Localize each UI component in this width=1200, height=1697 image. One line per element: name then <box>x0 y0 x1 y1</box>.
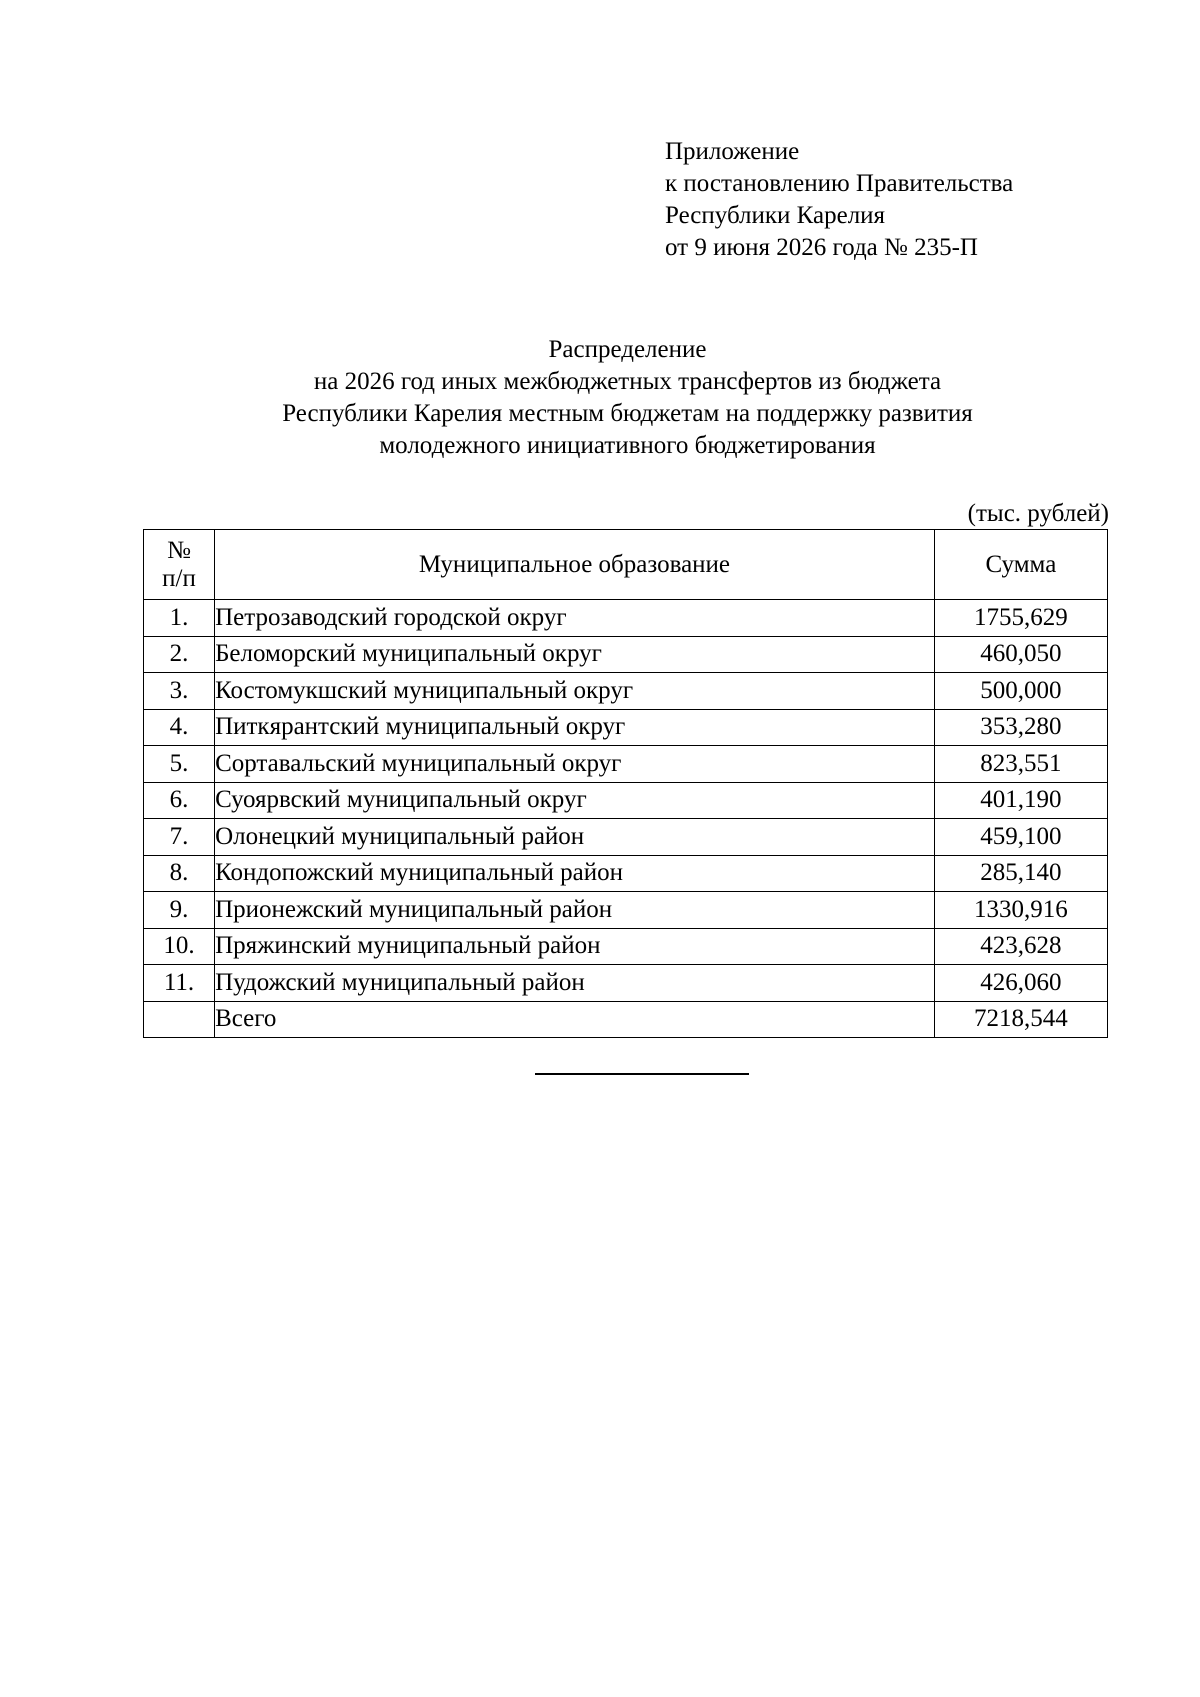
row-number: 3. <box>144 673 215 710</box>
total-label: Всего <box>215 1001 935 1038</box>
row-number: 9. <box>144 892 215 929</box>
row-number: 8. <box>144 855 215 892</box>
title-line: Республики Карелия местным бюджетам на поддержку развития <box>282 400 973 427</box>
row-municipality: Петрозаводский городской округ <box>215 600 935 637</box>
row-number: 7. <box>144 819 215 856</box>
row-municipality: Беломорский муниципальный округ <box>215 636 935 673</box>
total-sum: 7218,544 <box>934 1001 1107 1038</box>
appendix-block <box>665 136 1013 264</box>
row-municipality: Прионежский муниципальный район <box>215 892 935 929</box>
table-row <box>144 600 1108 637</box>
row-sum: 285,140 <box>934 855 1107 892</box>
end-divider <box>535 1073 749 1075</box>
row-municipality: Олонецкий муниципальный район <box>215 819 935 856</box>
appendix-line: от 9 июня 2026 года № 235-П <box>665 234 978 261</box>
header-number <box>144 530 215 600</box>
title-line: молодежного инициативного бюджетирования <box>379 432 876 459</box>
distribution-table <box>143 529 1108 1038</box>
row-sum: 353,280 <box>934 709 1107 746</box>
row-municipality: Суоярвский муниципальный округ <box>215 782 935 819</box>
table-row <box>144 965 1108 1002</box>
table-row <box>144 928 1108 965</box>
header-municipality: Муниципальное образование <box>215 530 935 600</box>
row-sum: 500,000 <box>934 673 1107 710</box>
table-row <box>144 855 1108 892</box>
header-number-symbol: № <box>167 536 191 564</box>
row-sum: 459,100 <box>934 819 1107 856</box>
row-municipality: Питкярантский муниципальный округ <box>215 709 935 746</box>
row-number: 10. <box>144 928 215 965</box>
row-number: 2. <box>144 636 215 673</box>
header-sum: Сумма <box>934 530 1107 600</box>
table-row <box>144 782 1108 819</box>
table-row <box>144 673 1108 710</box>
table-row <box>144 709 1108 746</box>
table-row <box>144 746 1108 783</box>
table-header-row <box>144 530 1108 600</box>
row-number: 6. <box>144 782 215 819</box>
row-sum: 401,190 <box>934 782 1107 819</box>
row-number: 1. <box>144 600 215 637</box>
table-row <box>144 636 1108 673</box>
row-municipality: Сортавальский муниципальный округ <box>215 746 935 783</box>
row-sum: 423,628 <box>934 928 1107 965</box>
row-number: 5. <box>144 746 215 783</box>
header-number-abbr: п/п <box>162 564 196 592</box>
title-line: Распределение <box>548 336 707 363</box>
document-title <box>130 334 1125 462</box>
table-row <box>144 819 1108 856</box>
row-sum: 823,551 <box>934 746 1107 783</box>
row-sum: 426,060 <box>934 965 1107 1002</box>
table-row <box>144 892 1108 929</box>
total-number <box>144 1001 215 1038</box>
row-municipality: Кондопожский муниципальный район <box>215 855 935 892</box>
row-number: 4. <box>144 709 215 746</box>
row-sum: 460,050 <box>934 636 1107 673</box>
row-municipality: Пудожский муниципальный район <box>215 965 935 1002</box>
row-number: 11. <box>144 965 215 1002</box>
row-municipality: Пряжинский муниципальный район <box>215 928 935 965</box>
row-sum: 1755,629 <box>934 600 1107 637</box>
total-row <box>144 1001 1108 1038</box>
row-sum: 1330,916 <box>934 892 1107 929</box>
appendix-line: Республики Карелия <box>665 202 886 229</box>
title-line: на 2026 год иных межбюджетных трансфертов из бюджета <box>313 368 942 395</box>
units-label: (тыс. рублей) <box>967 500 1109 527</box>
appendix-line: к постановлению Правительства <box>665 170 1014 197</box>
row-municipality: Костомукшский муниципальный округ <box>215 673 935 710</box>
appendix-line: Приложение <box>665 138 800 165</box>
